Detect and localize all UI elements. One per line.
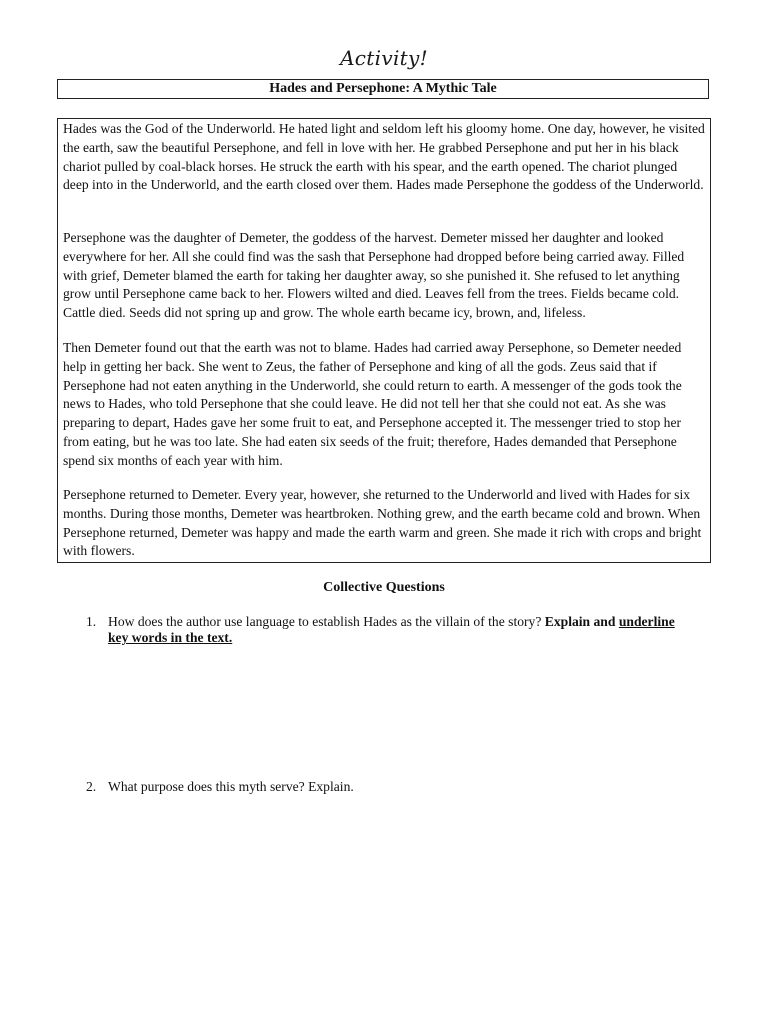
- question-text: [108, 614, 696, 646]
- question-2: [86, 779, 696, 795]
- question-number: 1.: [86, 614, 97, 629]
- questions-heading: Collective Questions: [323, 580, 445, 595]
- story-text-box: [57, 118, 711, 563]
- question-number: 2.: [86, 779, 97, 794]
- story-paragraph-2: Persephone was the daughter of Demeter, the goddess of the harvest. Demeter missed her daughter and looked everywhere for her. All she could find was the sash that Persephone had dropped before being carried away. Filled with grief, Demeter blamed the earth for taking her daughter away, so she punished it. She refused to let anything grow until Persephone came back to her. Flowers wilted and died. Leaves fell from the trees. Fields became cold. Cattle died. Seeds did not spring up and grow. The whole earth became icy, brown, and, lifeless.: [63, 230, 685, 321]
- story-paragraph-1: Hades was the God of the Underworld. He hated light and seldom left his gloomy home. One day, however, he visited the earth, saw the beautiful Persephone, and fell in love with her. He grabbed Persephone and put her in his black chariot pulled by coal-black horses. He struck the earth with his spear, and the earth opened. The chariot plunged deep into in the Underworld, and the earth closed over them. Hades made Persephone the goddess of the Underworld.: [63, 121, 705, 193]
- page-heading: Activity!: [340, 46, 428, 70]
- question-text: What purpose does this myth serve? Explain.: [108, 779, 354, 794]
- story-paragraph-3: Then Demeter found out that the earth was not to blame. Hades had carried away Persephone, so Demeter needed help in getting her back. She went to Zeus, the father of Persephone and king of all the gods. Zeus said that if Persephone had not eaten anything in the Underworld, she could return to earth. A messenger of the gods took the news to Hades, who told Persephone that she could leave. He did not tell her that she could not eat. As she was preparing to depart, Hades gave her some fruit to eat, and Persephone accepted it. The messenger tried to stop her from eating, but he was too late. She had eaten six seeds of the fruit; therefore, Hades demanded that Persephone spend six months of each year with him.: [63, 340, 682, 468]
- question-1: [86, 614, 696, 646]
- question-underlined-instruction: underline key words in the text.: [108, 614, 675, 645]
- question-instruction: Explain and: [544, 614, 619, 629]
- question-prompt: How does the author use language to establish Hades as the villain of the story?: [108, 614, 545, 629]
- story-title: Hades and Persephone: A Mythic Tale: [57, 79, 709, 99]
- story-paragraph-4: Persephone returned to Demeter. Every year, however, she returned to the Underworld and lived with Hades for six months. During those months, Demeter was heartbroken. Nothing grew, and the earth became cold and brown. When Persephone returned, Demeter was happy and made the earth warm and green. She made it rich with crops and bright with flowers.: [63, 487, 702, 559]
